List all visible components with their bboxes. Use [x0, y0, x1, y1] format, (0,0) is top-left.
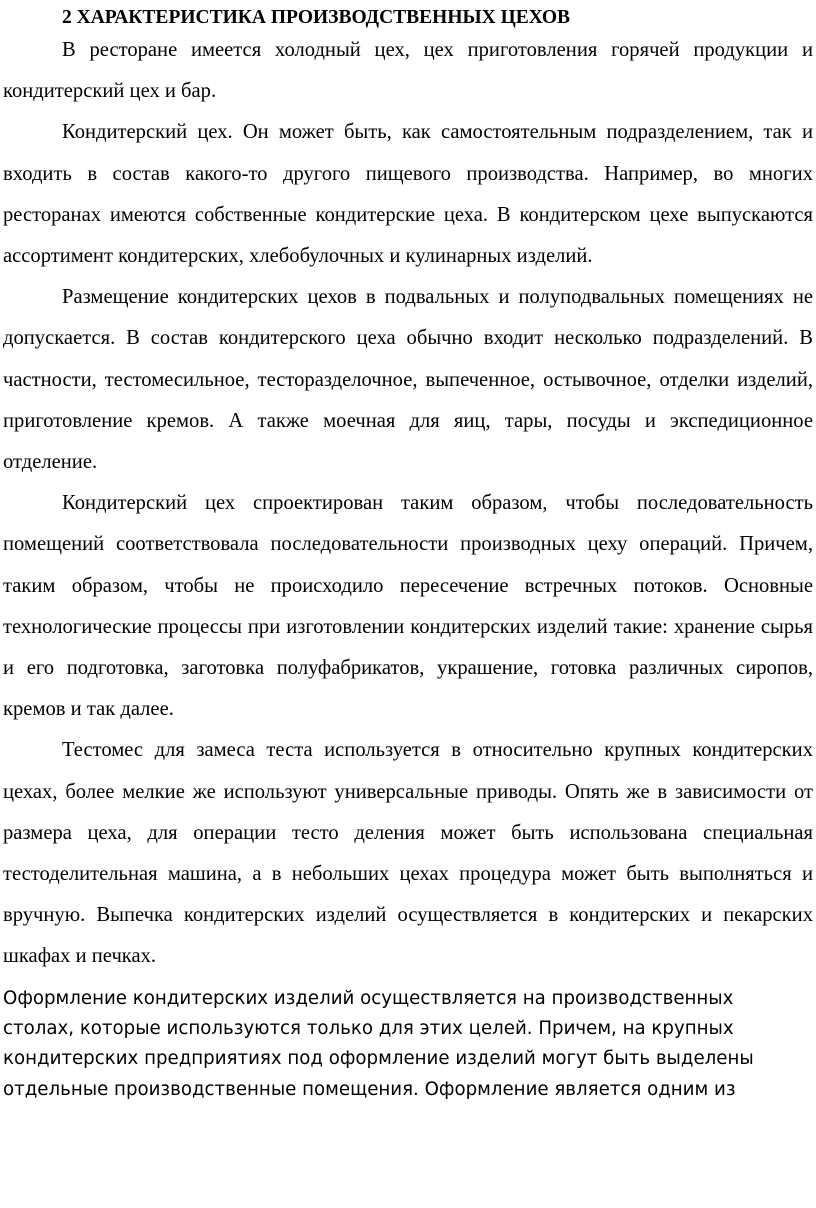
- paragraph-6: Оформление кондитерских изделий осуществляется на производственных столах, которые используются только для этих целей. Причем, на крупных кондитерских предприятиях под оформление изделий могут быть выделены отдельные производственные помещения. Оформление является одним из: [3, 987, 754, 1100]
- paragraph-5: Тестомес для замеса теста используется в относительно крупных кондитерских цехах, более мелкие же используют универсальные приводы. Опять же в зависимости от размера цеха, для операции тесто деления может быть использована специальная тестоделительная машина, а в небольших цехах процедура может быть выполняться и вручную. Выпечка кондитерских изделий осуществляется в кондитерских и пекарских шкафах и печках.: [3, 739, 813, 968]
- paragraph-3: Размещение кондитерских цехов в подвальных и полуподвальных помещениях не допускается. В состав кондитерского цеха обычно входит несколько подразделений. В частности, тестомесильное, тесторазделочное, выпеченное, остывочное, отделки изделий, приготовление кремов. А также моечная для яиц, тары, посуды и экспедиционное отделение.: [3, 286, 813, 474]
- paragraph-2: Кондитерский цех. Он может быть, как самостоятельным подразделением, так и входить в состав какого-то другого пищевого производства. Например, во многих ресторанах имеются собственные кондитерские цеха. В кондитерском цехе выпускаются ассортимент кондитерских, хлебобулочных и кулинарных изделий.: [3, 121, 813, 268]
- section-heading: 2 ХАРАКТЕРИСТИКА ПРОИЗВОДСТВЕННЫХ ЦЕХОВ: [62, 7, 571, 28]
- paragraph-1: В ресторане имеется холодный цех, цех приготовления горячей продукции и кондитерский цех и бар.: [3, 39, 813, 103]
- paragraph-4: Кондитерский цех спроектирован таким образом, чтобы последовательность помещений соответствовала последовательности производных цеху операций. Причем, таким образом, чтобы не происходило пересечение встречных потоков. Основные технологические процессы при изготовлении кондитерских изделий такие: хранение сырья и его подготовка, заготовка полуфабрикатов, украшение, готовка различных сиропов, кремов и так далее.: [3, 492, 813, 721]
